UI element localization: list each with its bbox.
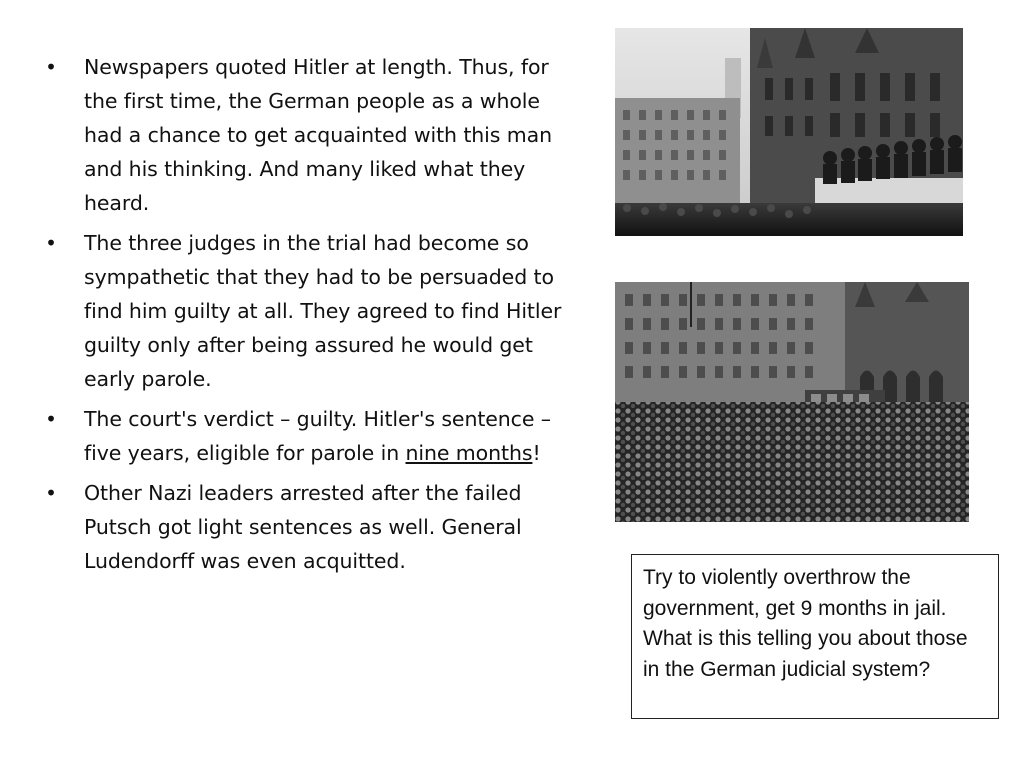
bullet-text: The court's verdict – guilty. Hitler's sentence – five years, eligible for parole in <box>84 407 551 465</box>
bullet-text: Other Nazi leaders arrested after the failed Putsch got light sentences as well. General Ludendorff was even acquitted. <box>84 481 522 573</box>
bullet-item-newspapers <box>44 50 584 220</box>
bullet-text: Newspapers quoted Hitler at length. Thus, for the first time, the German people as a whole had a chance to get acquainted with this man and his thinking. And many liked what they heard. <box>84 55 552 215</box>
bullet-text-end: ! <box>532 441 541 465</box>
bullet-text: The three judges in the trial had become so sympathetic that they had to be persuaded to find him guilty at all. They agreed to find Hitler guilty only after being assured he would get early parole. <box>84 231 562 391</box>
question-text: Try to violently overthrow the government, get 9 months in jail. What is this telling you about those in the German judicial system? <box>643 566 968 681</box>
bullet-marker: • <box>45 55 57 79</box>
bullet-item-other-leaders <box>44 476 584 578</box>
bullet-marker: • <box>45 407 57 431</box>
underlined-text: nine months <box>405 441 533 465</box>
bullet-marker: • <box>45 231 57 255</box>
bullet-item-verdict <box>44 402 584 470</box>
historical-photo-crowd <box>615 282 969 522</box>
bullet-list <box>44 50 584 584</box>
historical-photo-soldiers <box>615 28 963 236</box>
bullet-marker: • <box>45 481 57 505</box>
question-box <box>631 554 999 719</box>
bullet-item-judges <box>44 226 584 396</box>
